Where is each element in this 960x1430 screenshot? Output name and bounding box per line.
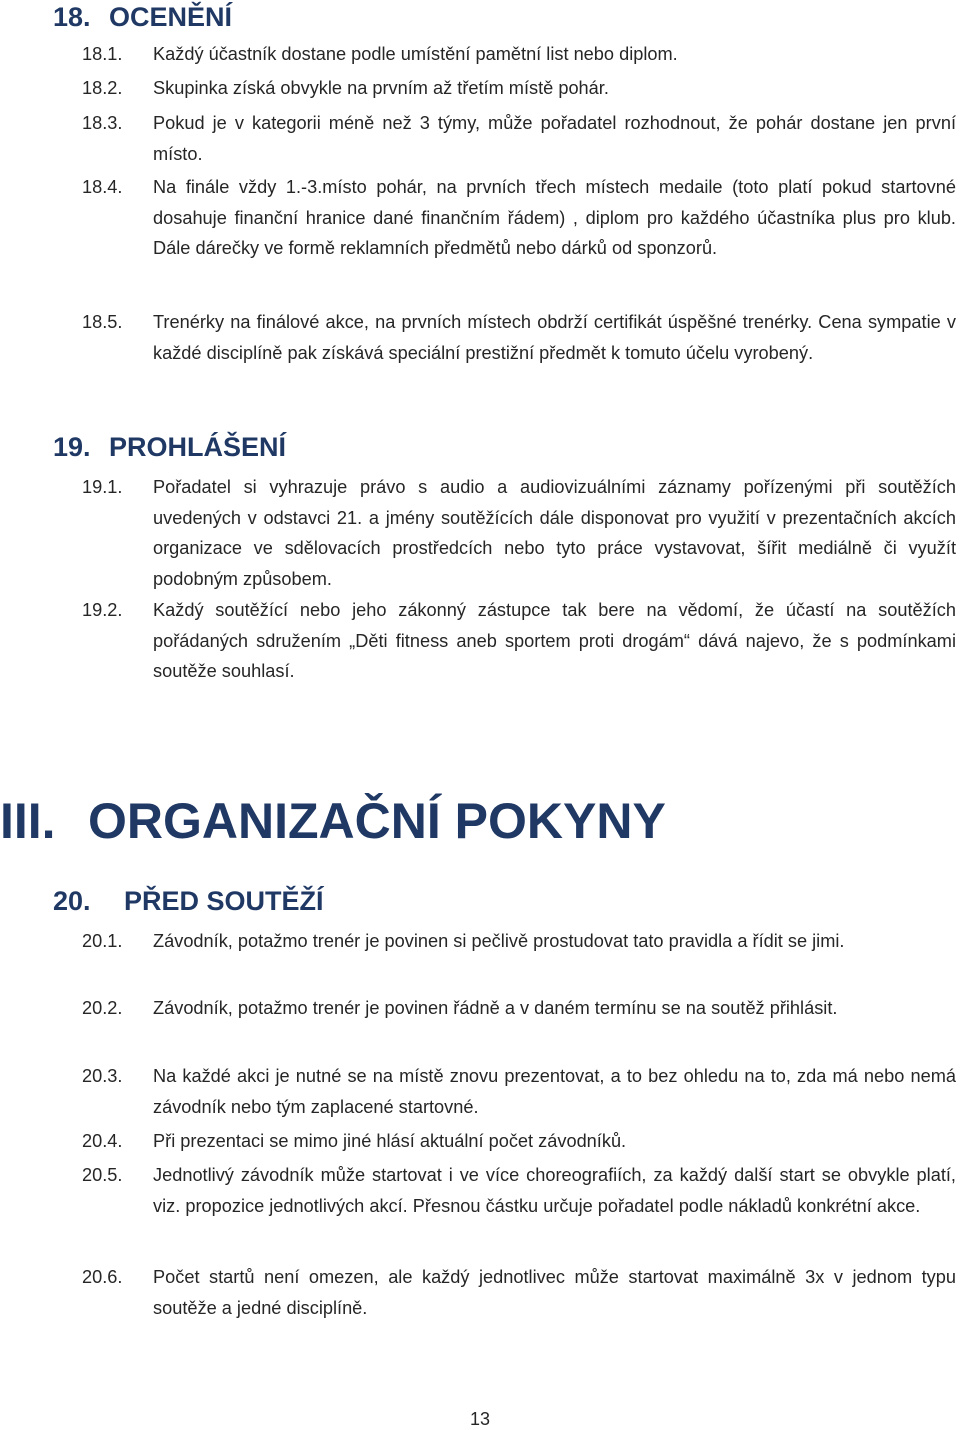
item-number: 18.4. bbox=[82, 177, 123, 197]
item-text: Počet startů není omezen, ale každý jednotlivec může startovat maximálně 3x v jednom typu soutěže a jedné disciplíně. bbox=[153, 1267, 956, 1318]
item-number: 20.5. bbox=[82, 1165, 123, 1185]
section-title: PŘED SOUTĚŽÍ bbox=[124, 886, 324, 916]
item-text: Závodník, potažmo trenér je povinen řádně a v daném termínu se na soutěž přihlásit. bbox=[153, 998, 838, 1018]
item-text: Pořadatel si vyhrazuje právo s audio a audiovizuálními záznamy pořízenými při soutěžích uvedených v odstavci 21. a jmény soutěžících dále disponovat pro využití v prezentačních akcích organizace ve sdělovacích prostředcích nebo tyto práce vystavovat, šířit mediálně či využít podobným způsobem. bbox=[153, 477, 956, 589]
section-number: 20. bbox=[53, 886, 91, 916]
item-number: 19.2. bbox=[82, 600, 123, 620]
part-number: III. bbox=[0, 793, 56, 849]
list-item-18-1 bbox=[82, 39, 956, 70]
section-title: OCENĚNÍ bbox=[109, 2, 233, 32]
item-number: 18.2. bbox=[82, 78, 123, 98]
section-heading-18 bbox=[53, 0, 232, 34]
item-number: 18.1. bbox=[82, 44, 123, 64]
item-number: 20.4. bbox=[82, 1131, 123, 1151]
list-item-18-2 bbox=[82, 73, 956, 104]
item-number: 18.5. bbox=[82, 312, 123, 332]
section-title: PROHLÁŠENÍ bbox=[109, 432, 287, 462]
item-text: Při prezentaci se mimo jiné hlásí aktuální počet závodníků. bbox=[153, 1131, 627, 1151]
list-item-18-4 bbox=[82, 172, 956, 264]
item-text: Trenérky na finálové akce, na prvních místech obdrží certifikát úspěšné trenérky. Cena sympatie v každé disciplíně pak získává speciální prestižní předmět k tomuto účelu vyrobený. bbox=[153, 312, 956, 363]
item-number: 20.6. bbox=[82, 1267, 123, 1287]
item-text: Každý soutěžící nebo jeho zákonný zástupce tak bere na vědomí, že účastí na soutěžích pořádaných sdružením „Děti fitness aneb sportem proti drogám“ dává najevo, že s podmínkami soutěže souhlasí. bbox=[153, 600, 956, 681]
list-item-18-5 bbox=[82, 307, 956, 368]
list-item-19-1 bbox=[82, 472, 956, 594]
section-number: 18. bbox=[53, 2, 91, 32]
page-number: 13 bbox=[469, 1409, 491, 1429]
list-item-18-3 bbox=[82, 108, 956, 169]
list-item-20-4 bbox=[82, 1126, 956, 1157]
item-number: 20.3. bbox=[82, 1066, 123, 1086]
item-number: 18.3. bbox=[82, 113, 123, 133]
list-item-20-2 bbox=[82, 993, 956, 1024]
section-heading-20 bbox=[53, 884, 324, 918]
item-text: Pokud je v kategorii méně než 3 týmy, může pořadatel rozhodnout, že pohár dostane jen první místo. bbox=[153, 113, 956, 164]
item-text: Závodník, potažmo trenér je povinen si pečlivě prostudovat tato pravidla a řídit se jimi. bbox=[153, 931, 845, 951]
list-item-20-1 bbox=[82, 926, 956, 957]
section-heading-19 bbox=[53, 430, 286, 464]
list-item-19-2 bbox=[82, 595, 956, 687]
list-item-20-5 bbox=[82, 1160, 956, 1221]
item-text: Každý účastník dostane podle umístění pamětní list nebo diplom. bbox=[153, 44, 678, 64]
item-text: Na finále vždy 1.-3.místo pohár, na prvních třech místech medaile (toto platí pokud startovné dosahuje finanční hranice dané finančním řádem) , diplom pro každého účastníka plus pro klub. Dále dárečky ve formě reklamních předmětů nebo dárků od sponzorů. bbox=[153, 177, 956, 258]
item-text: Na každé akci je nutné se na místě znovu prezentovat, a to bez ohledu na to, zda má nebo nemá závodník nebo tým zaplacené startovné. bbox=[153, 1066, 956, 1117]
item-text: Skupinka získá obvykle na prvním až třetím místě pohár. bbox=[153, 78, 609, 98]
list-item-20-3 bbox=[82, 1061, 956, 1122]
item-text: Jednotlivý závodník může startovat i ve více choreografiích, za každý další start se obvykle platí, viz. propozice jednotlivých akcí. Přesnou částku určuje pořadatel podle nákladů konkrétní akce. bbox=[153, 1165, 956, 1216]
item-number: 20.2. bbox=[82, 998, 123, 1018]
part-heading bbox=[0, 792, 666, 850]
item-number: 20.1. bbox=[82, 931, 123, 951]
section-number: 19. bbox=[53, 432, 91, 462]
list-item-20-6 bbox=[82, 1262, 956, 1323]
item-number: 19.1. bbox=[82, 477, 123, 497]
part-title: ORGANIZAČNÍ POKYNY bbox=[88, 793, 666, 849]
